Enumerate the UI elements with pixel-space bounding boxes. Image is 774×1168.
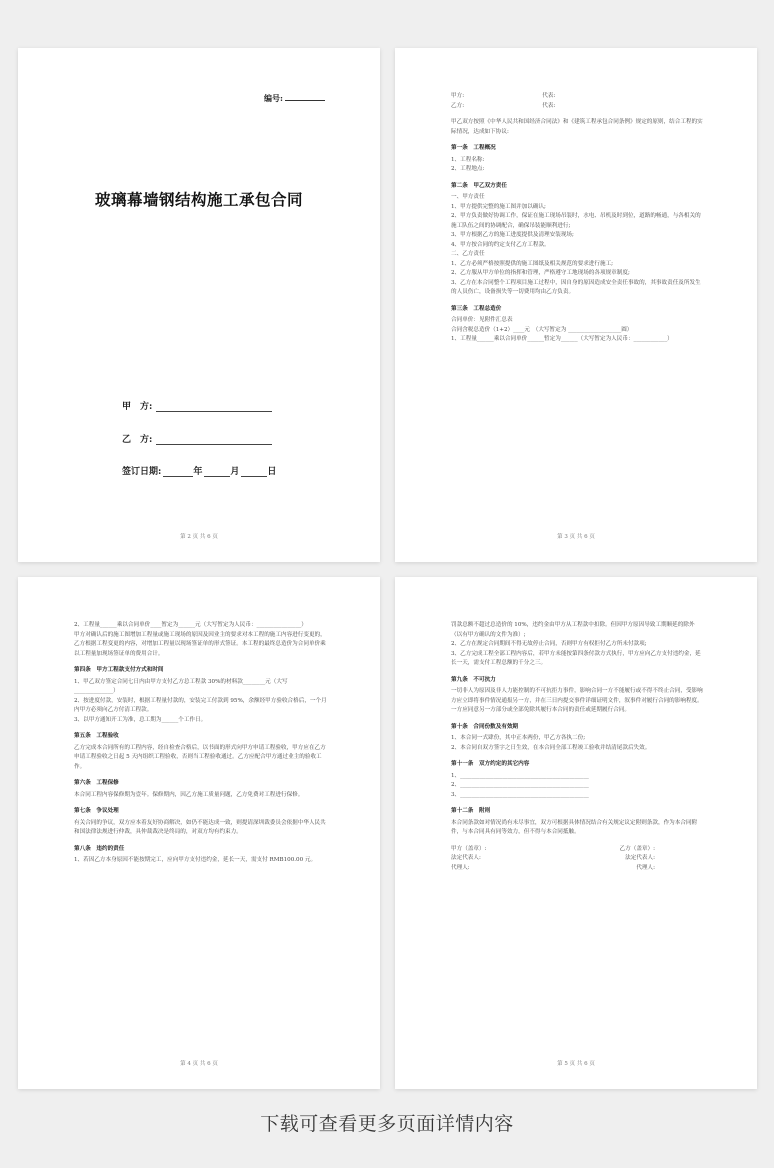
- contract-page-3: [395, 48, 757, 562]
- paragraph: 1、乙方必须严格按照提供的施工图纸及相关规范的要求进行施工;: [451, 260, 614, 267]
- paragraph: 乙方: 代表:: [451, 102, 556, 109]
- paragraph: 1、甲方提供完整的施工图并加以确认;: [451, 203, 546, 210]
- paragraph: 2、工程量______乘以合同单价____暂定为______元（大写暂定为人民币：________________）: [74, 622, 307, 628]
- party-b-label: 乙 方:: [122, 435, 153, 445]
- paragraph: 2、乙方服从甲方单位的指挥和管理，严格遵守工地现场的各项规章制度;: [451, 270, 630, 276]
- paragraph: 2、甲方负责做好协调工作，保证在施工现场吊装时，水电、吊机及时到位，道路的畅通，与各相关的施工队伍之间的协调配合，确保吊装能顺利进行;: [451, 213, 701, 229]
- party-a-field: [122, 399, 272, 412]
- paragraph: 1、工程名称:: [451, 156, 485, 163]
- signature-label: 甲方（盖章）:: [451, 845, 487, 852]
- paragraph: 3、乙方在本合同整个工程项目施工过程中，因自身的原因造成安全责任事故的，其事故责任及所发生的人员伤亡，设备损失等一切费用均由乙方负责。: [451, 279, 701, 295]
- paragraph: 2、按进度付款，安装时，根据工程量付款的，安装完工付款到 95%，余额经甲方验收合格后，一个月内甲方必须向乙方付清工程款。: [74, 697, 327, 713]
- paragraph: 甲乙双方按照《中华人民共和国经济合同法》和《建筑工程承包合同条例》规定的原则，结合工程的实际情况，达成如下协议:: [451, 119, 703, 135]
- section-heading: 第二条 甲乙双方责任: [451, 182, 507, 189]
- signature-label: 法定代表人:: [451, 855, 481, 861]
- page-content: [451, 92, 705, 345]
- section-heading: 第四条 甲方工程款支付方式和时间: [74, 667, 164, 673]
- paragraph: 合同含税总造价（1+2）____元 （大写暂定为 ___________________圆）: [451, 326, 633, 333]
- paragraph: 3、甲方根据乙方的施工进度提供及清理安装现场;: [451, 232, 574, 238]
- section-heading: 第三条 工程总造价: [451, 305, 502, 312]
- contract-page-4: [18, 577, 380, 1089]
- section-heading: 第五条 工程验收: [74, 733, 119, 739]
- signature-label: 代理人:: [636, 864, 655, 871]
- page-footer: 第 4 页 共 6 页: [180, 1061, 218, 1067]
- sign-date-label: 签订日期:: [122, 467, 162, 477]
- section-heading: 第十条 合同份数及有效期: [451, 723, 519, 730]
- section-heading: 第十一条 双方约定的其它内容: [451, 761, 530, 767]
- signature-row: [451, 845, 705, 855]
- paragraph: 2、乙方在规定合同期间不得无故停止合同，否则甲方有权拒付乙方所未付款项;: [451, 641, 647, 647]
- paragraph: 4、甲方按合同的约定支付乙方工程款。: [451, 241, 550, 248]
- paragraph: 罚款总额不超过总造价的 10%，违约金由甲方从工程款中扣除。但因甲方原因导致工期顺延的除外（以有甲方确认的文件为准）;: [451, 622, 695, 638]
- contract-cover-page: [18, 48, 380, 562]
- section-heading: 第八条 违约的责任: [74, 845, 125, 852]
- contract-title: 玻璃幕墙钢结构施工承包合同: [94, 190, 303, 209]
- paragraph: 1、甲乙双方签定合同七日内由甲方支付乙方总工程款 30%的材料款________元（大写______________）: [74, 678, 288, 694]
- sign-date-month: 月: [230, 467, 240, 477]
- section-heading: 第九条 不可抗力: [451, 676, 496, 683]
- sign-date-field: [122, 464, 276, 477]
- page-footer: 第 3 页 共 6 页: [557, 534, 595, 540]
- paragraph: 本合同条款如对情况尚有未尽事宜，双方可根据具体情况结合有关规定议定附则条款，作为本合同附件，与本合同具有同等效力，但不得与本合同抵触。: [451, 819, 698, 835]
- paragraph: 1、工程量______乘以合同单价______暂定为______（大写暂定为人民币：____________）: [451, 336, 673, 342]
- section-heading: 第十二条 附则: [451, 808, 491, 814]
- page-footer: 第 2 页 共 6 页: [180, 534, 218, 540]
- paragraph: 1、______________________________________________: [451, 772, 589, 779]
- sign-date-day: 日: [267, 467, 277, 477]
- section-heading: 第一条 工程概况: [451, 145, 496, 151]
- paragraph: 乙方完成本合同所有的工程内容，经自检查合格后，以书面的形式向甲方申请工程验收，甲方应在乙方申请工程验收之日起 5 天内组织工程验收，否则当工程验收通过。乙方应配合甲方通过业主的验收工作。: [74, 744, 326, 770]
- paragraph: 一切非人为原因及非人力能控制的不可抗拒力事件，影响合同一方不能履行或不得不终止合同，受影响方应立即将事件情况通报另一方，并在三日内提交事件详细证明文件，叙事件对履行合同的影响程度。一方应同意另一方部分或全部免除其履行本合同的责任或延期履行合同。: [451, 688, 703, 713]
- download-caption: 下载可查看更多页面详情内容: [260, 1113, 514, 1135]
- signature-row: [451, 854, 705, 864]
- paragraph: 合同单价：见附件汇总表: [451, 317, 513, 323]
- paragraph: 2、本合同自双方签字之日生效，在本合同全部工程竣工验收并结清尾款后失效。: [451, 744, 651, 751]
- signature-label: 乙方（盖章）:: [619, 845, 655, 852]
- paragraph: 3、以甲方通知开工为准，总工期为______个工作日。: [74, 716, 207, 723]
- section-heading: 第六条 工程保修: [74, 780, 119, 786]
- page-footer: 第 5 页 共 6 页: [557, 1061, 595, 1067]
- paragraph: 3、乙方完成工程全部工程内容后，若甲方未能按第四条付款方式执行，甲方应向乙方支付违约金，延长一天，需支付工程总额的千分之三。: [451, 650, 701, 666]
- paragraph: 二、乙方责任: [451, 251, 485, 257]
- signature-label: 代理人:: [451, 864, 470, 871]
- party-b-field: [122, 432, 272, 445]
- paragraph: 甲方对确认后的施工图增加工程量或施工现场的原因及因业主的要求对本工程的施工内容进行变更的，乙方根据工程变更的内容，对增加工程量以现场签证单的形式签证。本工程的最终总造价为合同单价乘以工程量加现场签证单的费用合计。: [74, 631, 326, 657]
- paragraph: 1、本合同一式肆份，其中正本两份，甲乙方各执二份;: [451, 735, 586, 741]
- sign-date-year: 年: [193, 467, 203, 477]
- paragraph: 有关合同的争议，双方应本着友好协商解决，如仍不能达成一致，则提请深圳裁委员会依据中华人民共和国法律法规进行仲裁，具仲裁裁决是终局的，对双方均有约束力。: [74, 819, 326, 835]
- paragraph: 甲方: 代表:: [451, 93, 556, 99]
- paragraph: 3、______________________________________________: [451, 791, 589, 798]
- paragraph: 一、甲方责任: [451, 194, 485, 200]
- section-heading: 第七条 争议处理: [74, 808, 119, 814]
- signature-label: 法定代表人:: [625, 855, 655, 861]
- page-content: [74, 621, 328, 866]
- paragraph: 本合同工程内容保修期为壹年。保修期内，因乙方施工质量问题，乙方免费对工程进行保修。: [74, 791, 304, 798]
- paragraph: 2、工程地点:: [451, 166, 485, 172]
- contract-page-5: [395, 577, 757, 1089]
- party-a-label: 甲 方:: [122, 402, 153, 412]
- paragraph: 1、若因乙方本身原因不能按期完工，应向甲方支付违约金，延长一天，需支付 RMB100.00 元。: [74, 857, 317, 863]
- page-content: [451, 621, 705, 873]
- spacer: [451, 111, 705, 118]
- signature-row: [451, 864, 705, 874]
- spacer: [451, 838, 705, 845]
- paragraph: 2、______________________________________________: [451, 782, 589, 788]
- contract-number-field: [264, 93, 325, 104]
- contract-number-label: 编号:: [264, 93, 283, 103]
